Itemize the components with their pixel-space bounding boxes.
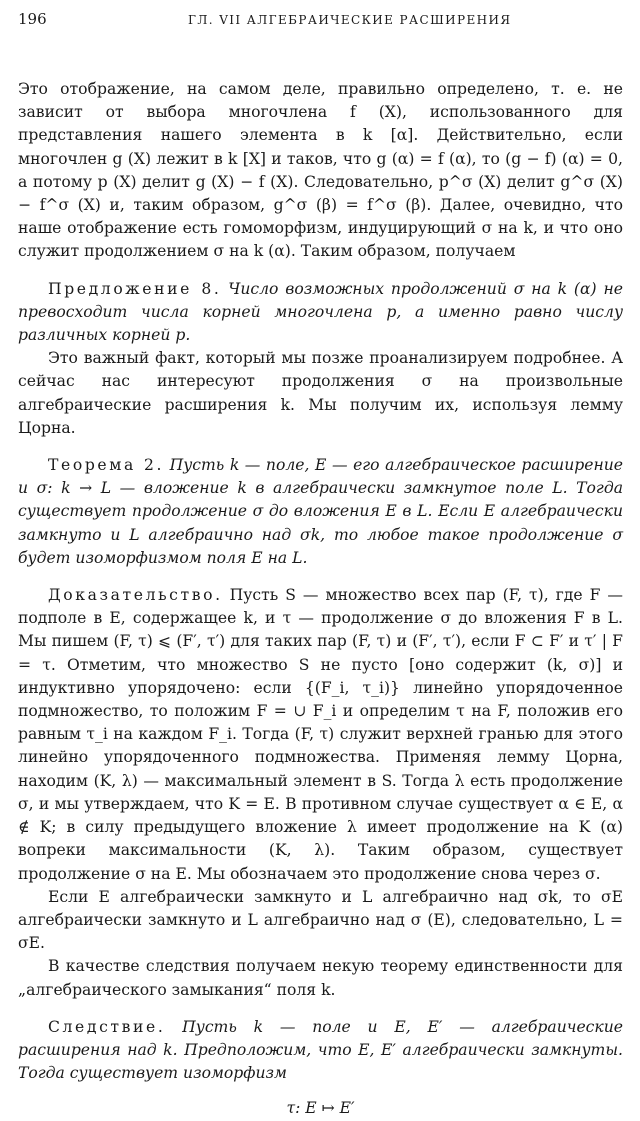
book-page <box>18 10 623 1121</box>
paragraph-algebraically-closed: Если E алгебраически замкнуто и L алгебраично над σk, то σE алгебраически замкнуто и L алгебраично над σ (E), следовательно, L = σE. <box>18 887 623 953</box>
theorem-label: Теорема 2. <box>48 456 165 475</box>
paragraph-zorn-intro: Это важный факт, который мы позже проанализируем подробнее. А сейчас нас интересуют продолжения σ на произвольные алгебраические расширения k. Мы получим их, используя лемму Цорна. <box>18 349 623 437</box>
proposition-statement: Число возможных продолжений σ на k (α) не превосходит числа корней многочлена p, а именно равно числу различных корней p. <box>18 279 623 345</box>
theorem-statement: Пусть k — поле, E — его алгебраическое расширение и σ: k → L — вложение k в алгебраически замкнутое поле L. Тогда существует продолжение σ до вложения E в L. Если E алгебраически замкнуто и L алгебраично над σk, то любое такое продолжение σ будет изоморфизмом поля E на L. <box>18 456 623 567</box>
proof-label: Доказательство. <box>48 586 223 605</box>
corollary <box>18 1016 623 1086</box>
proposition-8 <box>18 278 623 348</box>
running-head: ГЛ. VII АЛГЕБРАИЧЕСКИЕ РАСШИРЕНИЯ <box>188 13 512 27</box>
proposition-label: Предложение 8. <box>48 279 222 298</box>
corollary-label: Следствие. <box>48 1017 166 1036</box>
theorem-2 <box>18 454 623 570</box>
proof-text: Пусть S — множество всех пар (F, τ), где F — подполе в E, содержащее k, и τ — продолжение σ до вложения F в L. Мы пишем (F, τ) ⩽ (F′, τ′) для таких пар (F, τ) и (F′, τ′), если F ⊂ F′ и τ′ | F = τ. Отметим, что множество S не пусто [оно содержит (k, σ)] и индуктивно упорядочено: если {(F_i, τ_i)} линейно упорядоченное подмножество, то положим F = ∪ F_i и определим τ на F, положив его равным τ_i на каждом F_i. Тогда (F, τ) служит верхней гранью для этого линейно упорядоченного подмножества. Применяя лемму Цорна, находим (K, λ) — максимальный элемент в S. Тогда λ есть продолжение σ, и мы утверждаем, что K = E. В противном случае существует α ∈ E, α ∉ K; в силу предыдущего вложение λ имеет продолжение на K (α) вопреки максимальности (K, λ). Таким образом, существует продолжение σ на E. Мы обозначаем это продолжение снова через σ. <box>18 586 623 883</box>
proof <box>18 584 623 886</box>
paragraph-mapping-well-defined: Это отображение, на самом деле, правильно определено, т. е. не зависит от выбора многочлена f (X), использованного для представления нашего элемента в k [α]. Действительно, если многочлен g (X) лежит в k [X] и таков, что g (α) = f (α), то (g − f) (α) = 0, а потому p (X) делит g (X) − f (X). Следовательно, p^σ (X) делит g^σ (X) − f^σ (X) и, таким образом, g^σ (β) = f^σ (β). Далее, очевидно, что наше отображение есть гомоморфизм, индуцирующий σ на k, и что оно служит продолжением σ на k (α). Таким образом, получаем <box>18 80 623 261</box>
paragraph-uniqueness: В качестве следствия получаем некую теорему единственности для „алгебраического замыкания“ поля k. <box>18 957 623 999</box>
display-formula: τ: E ↦ E′ <box>286 1099 355 1118</box>
page-header <box>18 10 623 36</box>
page-number: 196 <box>18 10 47 28</box>
page-body <box>18 78 623 1121</box>
corollary-statement: Пусть k — поле и E, E′ — алгебраические расширения над k. Предположим, что E, E′ алгебраически замкнуты. Тогда существует изоморфизм <box>18 1017 623 1083</box>
